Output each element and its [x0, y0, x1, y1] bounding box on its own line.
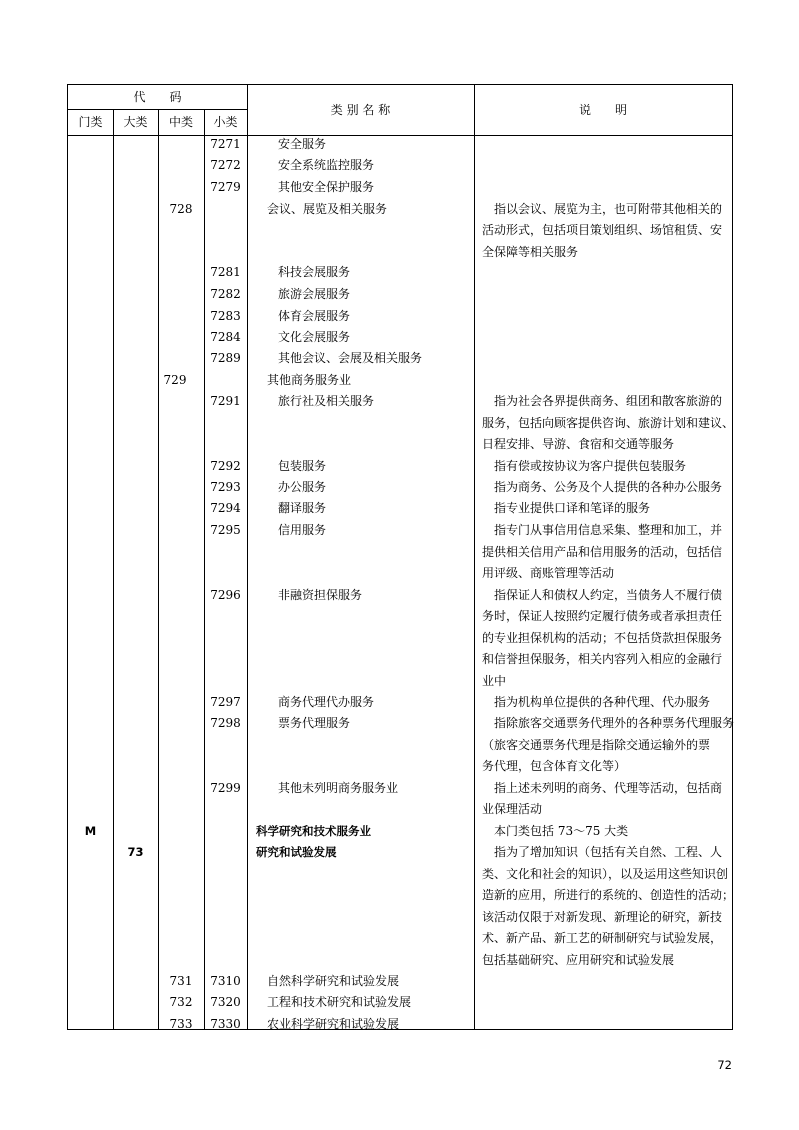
description-line: 类、文化和社会的知识），以及运用这些知识创 — [482, 867, 729, 881]
zhong-code: 728 — [169, 202, 193, 216]
header-bottom-line — [68, 135, 732, 136]
zhong-code: 732 — [169, 995, 193, 1009]
description-line: 指有偿或按协议为客户提供包装服务 — [482, 459, 687, 473]
description-line: 全保障等相关服务 — [482, 245, 579, 259]
description-line: 指为机构单位提供的各种代理、代办服务 — [482, 695, 711, 709]
description-line: 本门类包括 73～75 大类 — [482, 824, 629, 838]
description-line: 指保证人和债权人约定，当债务人不履行债 — [482, 588, 723, 602]
description-line: 务代理，包含体育文化等） — [482, 759, 627, 773]
description-line: 指专业提供口译和笔译的服务 — [482, 501, 651, 515]
category-name: 研究和试验发展 — [256, 845, 337, 859]
category-name: 文化会展服务 — [278, 330, 351, 344]
description-line: 指为商务、公务及个人提供的各种办公服务 — [482, 480, 723, 494]
da-code: 73 — [127, 845, 144, 859]
category-name: 非融资担保服务 — [278, 588, 363, 602]
description-line: 指为了增加知识（包括有关自然、工程、人 — [482, 845, 723, 859]
category-name: 科学研究和技术服务业 — [256, 824, 371, 838]
description-line: 提供相关信用产品和信用服务的活动，包括信 — [482, 545, 723, 559]
description-line: （旅客交通票务代理是指除交通运输外的票 — [482, 738, 711, 752]
xiao-code: 7298 — [210, 716, 241, 730]
category-name: 旅行社及相关服务 — [278, 394, 375, 408]
category-name: 包装服务 — [278, 459, 327, 473]
category-name: 体育会展服务 — [278, 309, 351, 323]
column-divider — [204, 109, 205, 1029]
xiao-code: 7299 — [210, 781, 241, 795]
page-number: 72 — [717, 1058, 732, 1072]
column-divider — [113, 109, 114, 1029]
description-line: 业中 — [482, 674, 507, 688]
description-line: 务时，保证人按照约定履行债务或者承担责任 — [482, 609, 723, 623]
xiao-code: 7271 — [210, 137, 241, 151]
xiao-code: 7281 — [210, 265, 241, 279]
header-men: 门类 — [78, 115, 103, 129]
zhong-code: 731 — [169, 974, 193, 988]
xiao-code: 7284 — [210, 330, 241, 344]
description-line: 日程安排、导游、食宿和交通等服务 — [482, 437, 675, 451]
xiao-code: 7293 — [210, 480, 241, 494]
description-line: 和信誉担保服务，相关内容列入相应的金融行 — [482, 652, 723, 666]
description-line: 包括基础研究、应用研究和试验发展 — [482, 953, 675, 967]
description-line: 活动形式，包括项目策划组织、场馆租赁、安 — [482, 223, 723, 237]
description-line: 业保理活动 — [482, 802, 543, 816]
zhong-code: 729 — [163, 373, 187, 387]
xiao-code: 7279 — [210, 180, 241, 194]
header-note: 说 明 — [578, 103, 627, 117]
category-name: 旅游会展服务 — [278, 287, 351, 301]
category-name: 翻译服务 — [278, 501, 327, 515]
xiao-code: 7330 — [210, 1017, 241, 1031]
xiao-code: 7289 — [210, 351, 241, 365]
category-name: 安全系统监控服务 — [278, 158, 375, 172]
description-line: 指除旅客交通票务代理外的各种票务代理服务 — [482, 716, 735, 730]
description-line: 术、新产品、新工艺的研制研究与试验发展， — [482, 931, 723, 945]
xiao-code: 7297 — [210, 695, 241, 709]
classification-table — [67, 84, 733, 1030]
men-code: M — [84, 824, 97, 838]
category-name: 会议、展览及相关服务 — [267, 202, 388, 216]
header-da: 大类 — [123, 115, 148, 129]
category-name: 工程和技术研究和试验发展 — [267, 995, 412, 1009]
column-divider — [158, 109, 159, 1029]
xiao-code: 7292 — [210, 459, 241, 473]
description-line: 指为社会各界提供商务、组团和散客旅游的 — [482, 394, 723, 408]
xiao-code: 7310 — [210, 974, 241, 988]
description-line: 指专门从事信用信息采集、整理和加工，并 — [482, 523, 723, 537]
xiao-code: 7295 — [210, 523, 241, 537]
category-name: 其他未列明商务服务业 — [278, 781, 399, 795]
xiao-code: 7296 — [210, 588, 241, 602]
header-zhong: 中类 — [168, 115, 193, 129]
category-name: 其他商务服务业 — [267, 373, 352, 387]
description-line: 的专业担保机构的活动；不包括贷款担保服务 — [482, 631, 723, 645]
category-name: 其他会议、会展及相关服务 — [278, 351, 423, 365]
category-name: 信用服务 — [278, 523, 327, 537]
category-name: 安全服务 — [278, 137, 327, 151]
zhong-code: 733 — [169, 1017, 193, 1031]
xiao-code: 7320 — [210, 995, 241, 1009]
category-name: 农业科学研究和试验发展 — [267, 1017, 400, 1031]
description-line: 用评级、商账管理等活动 — [482, 566, 615, 580]
xiao-code: 7294 — [210, 501, 241, 515]
description-line: 指上述未列明的商务、代理等活动，包括商 — [482, 781, 723, 795]
header-code: 代 码 — [133, 90, 182, 104]
description-line: 服务，包括向顾客提供咨询、旅游计划和建议、 — [482, 416, 735, 430]
description-line: 指以会议、展览为主，也可附带其他相关的 — [482, 202, 723, 216]
column-divider — [247, 85, 248, 1029]
xiao-code: 7272 — [210, 158, 241, 172]
description-line: 造新的应用，所进行的系统的、创造性的活动； — [482, 888, 735, 902]
xiao-code: 7282 — [210, 287, 241, 301]
description-line: 该活动仅限于对新发现、新理论的研究，新技 — [482, 910, 723, 924]
xiao-code: 7291 — [210, 394, 241, 408]
header-name: 类 别 名 称 — [330, 103, 391, 117]
xiao-code: 7283 — [210, 309, 241, 323]
header-xiao: 小类 — [213, 115, 238, 129]
category-name: 自然科学研究和试验发展 — [267, 974, 400, 988]
category-name: 其他安全保护服务 — [278, 180, 375, 194]
category-name: 办公服务 — [278, 480, 327, 494]
header-divider — [68, 109, 247, 110]
column-divider — [474, 85, 475, 1029]
category-name: 商务代理代办服务 — [278, 695, 375, 709]
category-name: 科技会展服务 — [278, 265, 351, 279]
category-name: 票务代理服务 — [278, 716, 351, 730]
